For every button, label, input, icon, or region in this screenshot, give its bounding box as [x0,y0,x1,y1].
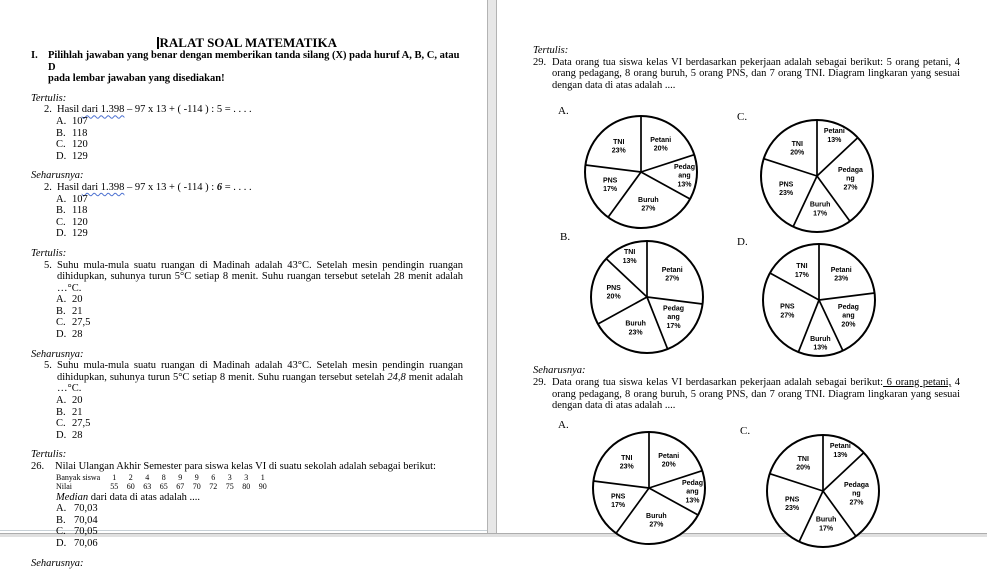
option-letter: B. [56,514,66,526]
option-letter: A. [56,294,67,306]
section-label-tertulis-q29: Tertulis: [533,45,569,56]
question-5-seharusnya [31,360,463,441]
svg-text:23%: 23% [619,463,634,471]
option-value: 107 [72,193,88,205]
cell: 60 [126,482,135,492]
cell: 70 [192,482,201,492]
svg-text:Buruh: Buruh [646,512,667,520]
option-letter: D. [56,150,67,162]
svg-text:PNS: PNS [602,177,618,185]
question-29-seharusnya [533,377,960,412]
svg-text:Pedaga: Pedaga [837,166,863,174]
pie-chart-option-c [757,116,877,236]
option-value: 21 [72,406,83,418]
option-value: 21 [72,305,83,317]
svg-text:17%: 17% [813,210,828,218]
option-value: 70,04 [74,514,98,526]
option-letter: D. [56,429,67,441]
option-row [56,151,463,163]
row-label: Banyak siswa [56,472,101,482]
svg-text:ang: ang [678,172,691,180]
question-fragment: Hasil [57,181,82,193]
question-fragment: menit adalah …°C. [57,271,463,294]
svg-text:13%: 13% [813,344,828,352]
svg-text:27%: 27% [849,499,864,507]
svg-text:23%: 23% [834,275,849,283]
corrected-minutes-value: 24,8 [387,371,406,383]
cell: 65 [159,482,168,492]
left-page[interactable] [0,0,487,569]
table-row-banyak-siswa [56,473,463,483]
option-letter: D. [56,329,67,341]
cell: 80 [242,482,251,492]
option-letter: C. [56,418,66,430]
pie-chart-option-b [587,237,707,357]
chart-letter-d: D. [737,236,748,248]
svg-text:TNI: TNI [791,140,803,148]
svg-text:Buruh: Buruh [638,196,659,204]
question-text [44,260,463,295]
option-value: 70,03 [74,503,98,515]
svg-text:Petani: Petani [650,136,672,144]
cell: 72 [209,482,218,492]
question-text [44,104,463,116]
question-text [44,360,463,395]
option-value: 28 [72,429,83,441]
page-title [31,36,463,50]
pie-chart-option-c-repeat [763,431,883,551]
median-question-line [56,492,463,504]
option-value: 20 [72,395,83,407]
cell: 1 [260,472,265,482]
svg-text:20%: 20% [661,461,676,469]
cell: 67 [176,482,185,492]
option-value: 70,06 [74,537,98,549]
option-row [56,217,463,229]
option-row [56,329,463,341]
question-number: 2. [44,181,52,193]
chart-letter-a2: A. [558,419,569,431]
svg-text:13%: 13% [685,497,700,505]
svg-text:Petani: Petani [658,452,680,460]
section-label-seharusnya-q2: Seharusnya: [31,170,84,182]
text-cursor [157,37,159,49]
option-row [56,503,463,515]
option-letter: A. [56,503,67,515]
chart-letter-c: C. [737,111,748,123]
svg-text:27%: 27% [649,521,664,529]
svg-text:TNI: TNI [797,455,809,463]
question-number: 29. [533,376,547,388]
svg-text:27%: 27% [843,184,858,192]
svg-text:Pedag: Pedag [681,479,703,487]
question-fragment: Hasil [57,104,82,116]
question-number: 5. [44,259,52,271]
svg-text:PNS: PNS [778,181,794,189]
option-letter: B. [56,406,66,418]
question-fragment: Data orang tua siswa kelas VI berdasarkan pekerjaan adalah sebagai berikut: [552,376,884,388]
pie-chart-option-a [581,112,701,232]
instruction-number: I. [31,50,38,61]
section-label-tertulis-q5: Tertulis: [31,247,67,259]
spellcheck-squiggle-text: dari 1.398 [81,104,125,116]
svg-text:23%: 23% [779,190,794,198]
option-row [56,116,463,128]
right-page[interactable] [497,0,987,533]
svg-text:Petani: Petani [830,266,852,274]
svg-text:TNI: TNI [613,138,625,146]
svg-text:23%: 23% [628,329,643,337]
svg-text:17%: 17% [819,525,834,533]
divisor-value: 5 [216,104,223,116]
cell: 1 [112,472,117,482]
option-letter: C. [56,139,66,151]
corrected-divisor-value: 6 [216,181,223,193]
question-5-tertulis [31,260,463,341]
svg-text:23%: 23% [611,147,626,155]
pie-chart-option-a-repeat [589,428,709,548]
option-value: 118 [72,127,88,139]
svg-text:PNS: PNS [610,493,626,501]
svg-text:13%: 13% [833,451,848,459]
cell: 2 [128,472,133,482]
row-label: Nilai [56,482,72,492]
spellcheck-squiggle-text: dari 1.398 [81,181,125,193]
question-fragment: Nilai Ulangan Akhir Semester para siswa kelas VI di suatu sekolah adalah sebagai berikut: [55,461,436,472]
svg-text:Pedag: Pedag [673,163,695,171]
svg-text:ang: ang [667,314,680,322]
option-letter: A. [56,193,67,205]
svg-text:Petani: Petani [661,266,683,274]
median-word: Median [56,491,89,503]
svg-text:TNI: TNI [796,263,808,271]
option-row [56,139,463,151]
question-text [44,182,463,194]
cell: 3 [227,472,232,482]
option-value: 70,05 [74,526,98,538]
svg-text:Buruh: Buruh [815,516,837,524]
option-letter: B. [56,127,66,139]
cell: 55 [110,482,119,492]
svg-text:17%: 17% [603,186,618,194]
option-row [56,538,463,550]
svg-text:Buruh: Buruh [625,320,646,328]
option-value: 28 [72,329,83,341]
svg-text:20%: 20% [606,293,621,301]
svg-text:27%: 27% [780,312,795,320]
section-label-seharusnya-q5: Seharusnya: [31,348,84,360]
question-number: 29. [533,56,547,68]
svg-text:Pedag: Pedag [837,303,859,311]
option-row [56,526,463,538]
svg-text:ng: ng [846,175,855,183]
svg-text:17%: 17% [794,271,809,279]
option-row [56,418,463,430]
cell: 4 [145,472,150,482]
cell: 3 [244,472,249,482]
svg-text:ng: ng [852,490,861,498]
option-row [56,317,463,329]
svg-text:17%: 17% [611,502,626,510]
cell: 9 [178,472,183,482]
pie-chart-option-d [759,240,879,360]
question-fragment: menit adalah …°C. [57,371,464,395]
option-value: 129 [72,228,88,240]
option-letter: C. [56,526,66,538]
option-row [56,128,463,140]
option-value: 118 [72,205,88,217]
chart-letter-a: A. [558,105,569,117]
instruction-line1: Pilihlah jawaban yang benar dengan memberikan tanda silang (X) pada huruf A, B, C, atau D [48,50,460,73]
svg-text:20%: 20% [841,321,856,329]
option-letter: B. [56,305,66,317]
svg-text:Petani: Petani [823,128,845,136]
option-letter: D. [56,537,67,549]
svg-text:ang: ang [686,488,699,496]
question-fragment: = . . . . [222,104,252,116]
option-row [56,407,463,419]
svg-text:PNS: PNS [780,303,795,311]
question-number: 2. [44,104,52,116]
question-fragment: – 97 x 13 + ( -114 ) : [124,181,217,193]
option-letter: A. [56,115,67,127]
svg-text:Pedaga: Pedaga [843,481,869,489]
svg-text:PNS: PNS [606,284,621,292]
question-fragment: – 97 x 13 + ( -114 ) : [124,104,217,116]
cell: 75 [225,482,234,492]
svg-text:17%: 17% [666,322,681,330]
svg-text:20%: 20% [796,464,811,472]
option-value: 129 [72,150,88,162]
option-value: 27,5 [72,317,91,329]
option-letter: C. [56,216,66,228]
svg-text:13%: 13% [827,136,842,144]
option-row [56,515,463,527]
option-row [56,205,463,217]
option-row [56,194,463,206]
svg-text:20%: 20% [653,145,668,153]
option-letter: D. [56,228,67,240]
option-value: 107 [72,115,88,127]
option-row [56,294,463,306]
option-letter: B. [56,205,66,217]
svg-text:TNI: TNI [624,249,636,257]
option-row [56,430,463,442]
svg-text:Buruh: Buruh [809,201,831,209]
svg-text:Petani: Petani [829,443,851,451]
q26-data-table [56,473,463,492]
svg-text:TNI: TNI [621,454,633,462]
table-row-nilai [56,482,463,492]
page-gap-divider [487,0,497,533]
chart-letter-b: B. [560,231,571,243]
section-label-tertulis-q26: Tertulis: [31,449,67,461]
instruction-line2: pada lembar jawaban yang disediakan! [48,73,225,85]
svg-text:20%: 20% [790,149,805,157]
cell: 63 [143,482,152,492]
svg-text:13%: 13% [622,257,637,265]
question-number: 5. [44,360,52,372]
option-row [56,228,463,240]
svg-text:27%: 27% [665,275,680,283]
svg-text:Pedag: Pedag [663,305,685,313]
question-29-tertulis [533,57,960,92]
cell: 90 [258,482,267,492]
svg-text:27%: 27% [641,205,656,213]
chart-letter-c2: C. [740,425,751,437]
question-text [31,461,463,473]
svg-text:PNS: PNS [784,496,800,504]
question-2-seharusnya [31,182,463,240]
question-fragment: 4 orang pedagang, 8 orang buruh, 5 orang PNS, dan 7 orang TNI. Diagram lingkaran yang sesuai dengan data di atas adalah .... [552,376,961,412]
option-value: 120 [72,139,88,151]
page-title-text: RALAT SOAL MATEMATIKA [159,35,337,50]
cell: 6 [211,472,216,482]
question-fragment: Data orang tua siswa kelas VI berdasarkan pekerjaan adalah sebagai berikut: 5 orang petani, 4 orang pedagang, 8 orang buruh, 5 orang PNS, dan 7 orang TNI. Diagram lingkaran yang sesuai dengan data di atas adalah .... [552,56,960,91]
section-label-tertulis-q2: Tertulis: [31,92,67,104]
instruction [31,50,463,85]
option-letter: C. [56,317,66,329]
svg-text:ang: ang [842,312,855,320]
section-label-seharusnya-q29: Seharusnya: [533,365,586,377]
question-fragment: dari data di atas adalah .... [88,491,201,503]
section-label-seharusnya-cutoff: Seharusnya: [31,557,84,569]
svg-text:Buruh: Buruh [810,335,831,343]
option-value: 120 [72,216,88,228]
question-fragment: = . . . . [222,181,252,193]
svg-text:23%: 23% [785,505,800,513]
question-number: 26. [31,461,45,472]
corrected-underlined-text: 6 orang petani, [883,376,952,388]
question-fragment: Suhu mula-mula suatu ruangan di Madinah adalah 43°C. Setelah mesin pendingin ruangan dihidupkan, suhunya turun 5°C setiap 8 menit. Suhu ruangan tersebut setelah [57,259,463,283]
question-2-tertulis [31,104,463,162]
cell: 8 [161,472,166,482]
option-row [56,395,463,407]
question-fragment: Suhu mula-mula suatu ruangan di Madinah adalah 43°C. Setelah mesin pendingin ruangan dihidupkan, suhunya turun 5°C setiap 8 menit. Suhu ruangan tersebut setelah [57,360,463,383]
minutes-value: 28 [394,271,405,283]
cell: 9 [194,472,199,482]
svg-text:13%: 13% [677,181,692,189]
option-value: 27,5 [72,418,91,430]
option-row [56,306,463,318]
option-value: 20 [72,294,83,306]
option-letter: A. [56,395,67,407]
question-26-tertulis [31,461,463,550]
